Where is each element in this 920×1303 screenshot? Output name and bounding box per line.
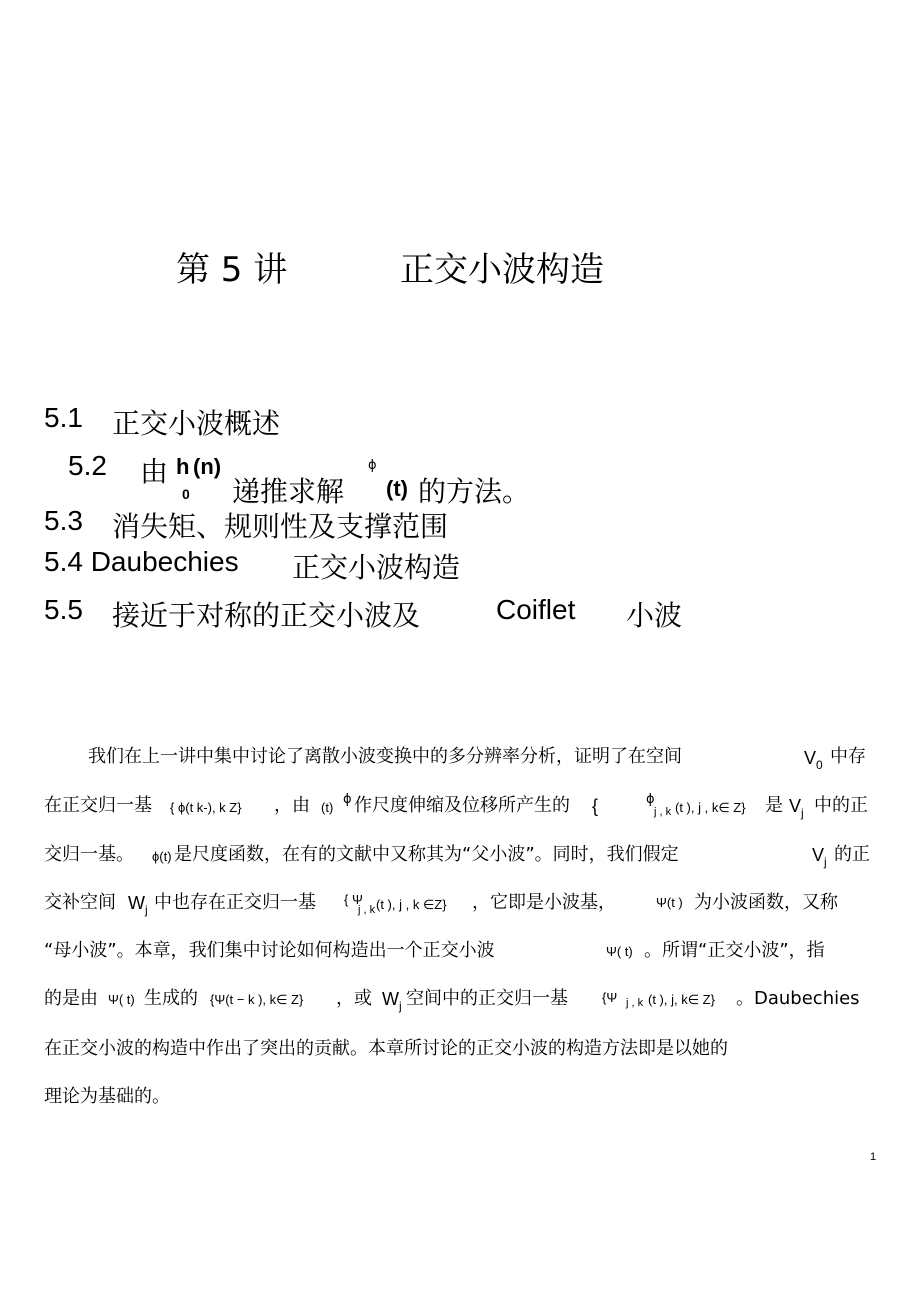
para-line-2b: ，由 (274, 795, 310, 816)
basis-set-phi-jk: (t ), j , k∈ Z} (675, 800, 746, 815)
toc-5-2-number: 5.2 (68, 450, 107, 481)
basis-set-psi-jk-2: (t ), j, k∈ Z} (648, 992, 715, 1007)
para-line-3b: 是尺度函数，在有的文献中又称其为“父小波”。同时，我们假定 (174, 844, 679, 865)
para-line-2a: 在正交归一基 (44, 795, 152, 816)
phi-jk-subscript: j , k (654, 806, 672, 818)
toc-5-2-mid: 递推求解 (232, 475, 345, 508)
w-symbol: W (128, 893, 145, 913)
para-line-7: 在正交小波的构造中作出了突出的贡献。本章所讨论的正交小波的构造方法即是以她的 (44, 1038, 728, 1059)
psi-jk-subscript: j , k (358, 904, 376, 916)
para-line-6a: 的是由 (44, 988, 98, 1009)
scaling-function-phi: ϕ(t) (152, 849, 172, 864)
para-line-3-vj (812, 845, 827, 869)
para-line-1b: 中存 (830, 746, 866, 767)
para-line-6c: ，或 (336, 988, 372, 1009)
toc-5-5-coiflet: Coiflet (496, 594, 576, 625)
toc-5-5-text: 接近于对称的正交小波及 (112, 599, 421, 632)
v-subscript: 0 (816, 758, 823, 772)
phi-icon-3: ϕ (646, 792, 655, 807)
para-line-2c: 作尺度伸缩及位移所产生的 (354, 795, 570, 816)
toc-5-5-number: 5.5 (44, 594, 83, 625)
w-symbol-2: W (382, 989, 399, 1009)
para-line-6-wj (382, 989, 402, 1013)
toc-5-1-text: 正交小波概述 (112, 407, 281, 440)
toc-5-2-end: 的方法。 (418, 475, 531, 508)
para-line-1a: 我们在上一讲中集中讨论了离散小波变换中的多分辨率分析，证明了在空间 (88, 746, 682, 767)
toc-5-2-pre: 由 (140, 455, 169, 488)
para-line-1-v0 (804, 748, 823, 772)
psi-t-2: Ψ( t) (108, 992, 135, 1007)
toc-5-3-text: 消失矩、规则性及支撑范围 (112, 510, 449, 543)
toc-5-2-sub0: 0 (182, 486, 190, 502)
toc-5-4-text: 正交小波构造 (292, 551, 461, 584)
para-line-5b: 。所谓“正交小波”，指 (644, 940, 825, 961)
para-line-3c: 的正 (834, 844, 870, 865)
psi-brace-2: {Ψ (602, 990, 618, 1005)
page-number: 1 (870, 1151, 877, 1163)
toc-5-4-number: 5.4 Daubechies (44, 546, 239, 577)
psi-t-1: Ψ( t) (606, 944, 633, 959)
v-subscript-3: j (824, 855, 827, 869)
toc-5-2-h: h (176, 454, 190, 479)
para-line-2d: 是 (765, 795, 783, 816)
brace-open: { (592, 796, 599, 816)
para-line-4d: 为小波函数，又称 (694, 892, 838, 913)
lecture-number: 第 5 讲 (176, 250, 288, 290)
v-symbol: V (804, 748, 817, 768)
para-line-8: 理论为基础的。 (44, 1086, 170, 1107)
para-line-4-wj (128, 893, 148, 917)
para-line-4a: 交补空间 (44, 892, 116, 913)
w-subscript-2: j (399, 999, 402, 1013)
toc-5-2-n: (n) (193, 454, 222, 479)
para-line-3a: 交归一基。 (44, 844, 134, 865)
phi-icon-2: ϕ (343, 792, 352, 807)
phi-t: (t) (321, 800, 334, 815)
psi-jk-subscript-2: j , k (626, 997, 644, 1009)
lecture-title: 正交小波构造 (400, 250, 604, 290)
para-line-4c: ，它即是小波基， (472, 892, 616, 913)
psi-brace: { Ψ (344, 892, 363, 907)
para-line-5a: “母小波”。本章，我们集中讨论如何构造出一个正交小波 (44, 940, 495, 961)
v-symbol-3: V (812, 845, 825, 865)
wavelet-psi: Ψ(t ) (656, 895, 683, 910)
basis-set-psi-jk: (t ), j , k ∈Z} (376, 897, 447, 912)
para-line-2-vj (789, 796, 804, 820)
toc-5-5-end: 小波 (626, 599, 683, 632)
para-line-6e: 。Daubechies (736, 988, 860, 1009)
toc-5-3-number: 5.3 (44, 505, 83, 536)
v-subscript-2: j (801, 806, 804, 820)
toc-5-2-t: (t) (386, 476, 408, 501)
v-symbol-2: V (789, 796, 802, 816)
para-line-6d: 空间中的正交归一基 (406, 988, 568, 1009)
para-line-4b: 中也存在正交归一基 (154, 892, 316, 913)
para-line-2e: 中的正 (814, 795, 868, 816)
toc-5-1-number: 5.1 (44, 402, 83, 433)
basis-set-psi-k: {Ψ(t − k ), k∈ Z} (210, 992, 304, 1007)
basis-set-phi: { ϕ(t k-), k Z} (170, 800, 242, 815)
para-line-6b: 生成的 (144, 988, 198, 1009)
w-subscript: j (145, 903, 148, 917)
phi-icon: ϕ (368, 458, 377, 473)
